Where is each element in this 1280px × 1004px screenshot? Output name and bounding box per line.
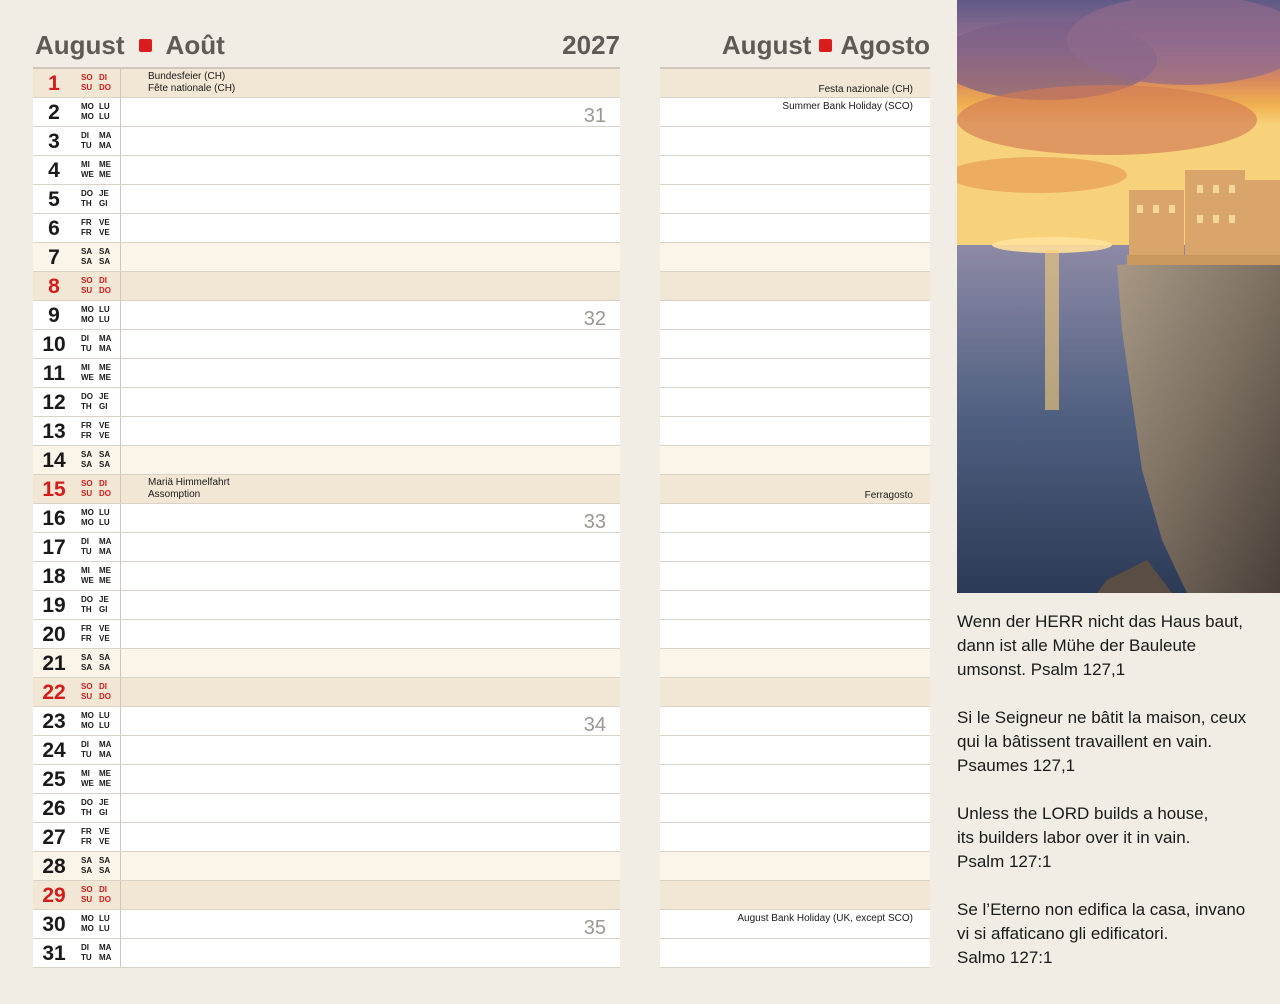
- column-divider: [120, 707, 121, 735]
- day-row-right[interactable]: [660, 910, 930, 939]
- weekday-abbr: VE VE: [99, 827, 110, 846]
- day-number: 4: [48, 159, 60, 182]
- day-row[interactable]: [33, 881, 620, 910]
- weekday-abbr: MI WE: [81, 566, 94, 585]
- weekday-abbr: JE GI: [99, 798, 109, 817]
- weekday-abbr: JE GI: [99, 189, 109, 208]
- day-row[interactable]: [33, 388, 620, 417]
- day-number: 22: [42, 681, 66, 704]
- day-row-right[interactable]: [660, 707, 930, 736]
- day-row-right[interactable]: [660, 852, 930, 881]
- psalm-quote: Si le Seigneur ne bâtit la maison, ceux qui la bâtissent travaillent en vain. Psaumes 127,1: [957, 708, 1247, 775]
- weekday-abbr: DI DO: [99, 479, 111, 498]
- red-square-icon: [139, 39, 152, 52]
- day-row-right[interactable]: [660, 98, 930, 127]
- day-row[interactable]: [33, 272, 620, 301]
- day-row[interactable]: [33, 475, 620, 504]
- column-divider: [120, 504, 121, 532]
- day-row-right[interactable]: [660, 678, 930, 707]
- day-row-right[interactable]: [660, 330, 930, 359]
- weekday-abbr: VE VE: [99, 624, 110, 643]
- day-number: 12: [42, 391, 66, 414]
- day-row[interactable]: [33, 243, 620, 272]
- weekday-abbr: ME ME: [99, 566, 111, 585]
- day-number: 5: [48, 188, 60, 211]
- column-divider: [120, 765, 121, 793]
- day-number: 24: [42, 739, 66, 762]
- weekday-abbr: LU LU: [99, 305, 110, 324]
- day-row[interactable]: [33, 359, 620, 388]
- column-divider: [120, 330, 121, 358]
- holiday-note-right: August Bank Holiday (UK, except SCO): [737, 913, 913, 924]
- day-number: 20: [42, 623, 66, 646]
- day-number: 17: [42, 536, 66, 559]
- day-row-right[interactable]: [660, 562, 930, 591]
- day-number: 28: [42, 855, 66, 878]
- day-number: 11: [42, 362, 66, 385]
- column-divider: [120, 910, 121, 938]
- day-number: 30: [42, 913, 66, 936]
- day-number: 23: [42, 710, 66, 733]
- weekday-abbr: ME ME: [99, 363, 111, 382]
- day-number: 6: [48, 217, 60, 240]
- day-row-right[interactable]: [660, 69, 930, 98]
- column-divider: [120, 388, 121, 416]
- day-row[interactable]: [33, 185, 620, 214]
- weekday-abbr: MI WE: [81, 160, 94, 179]
- red-square-icon: [819, 39, 832, 52]
- holiday-note-right: Summer Bank Holiday (SCO): [782, 101, 913, 112]
- weekday-abbr: DO TH: [81, 189, 93, 208]
- day-number: 1: [48, 72, 60, 95]
- week-number: 31: [583, 105, 606, 127]
- weekday-abbr: LU LU: [99, 508, 110, 527]
- column-divider: [120, 823, 121, 851]
- weekday-abbr: MA MA: [99, 943, 112, 962]
- day-number: 25: [42, 768, 66, 791]
- day-row-right[interactable]: [660, 272, 930, 301]
- day-row-right[interactable]: [660, 533, 930, 562]
- day-number: 31: [42, 942, 66, 965]
- day-row-right[interactable]: [660, 127, 930, 156]
- day-row-right[interactable]: [660, 417, 930, 446]
- weekday-abbr: MA MA: [99, 334, 112, 353]
- day-row-right[interactable]: [660, 939, 930, 968]
- day-row[interactable]: [33, 707, 620, 736]
- header-left: [35, 28, 225, 62]
- header-right: [660, 28, 930, 62]
- day-row[interactable]: [33, 156, 620, 185]
- column-divider: [120, 301, 121, 329]
- column-divider: [120, 852, 121, 880]
- weekday-abbr: DI DO: [99, 885, 111, 904]
- day-row[interactable]: [33, 69, 620, 98]
- weekday-abbr: MO MO: [81, 102, 94, 121]
- psalm-quote: Unless the LORD builds a house, its builders labor over it in vain. Psalm 127:1: [957, 804, 1209, 871]
- column-divider: [120, 736, 121, 764]
- year-title: 2027: [562, 29, 620, 60]
- day-number: 14: [42, 449, 66, 472]
- day-number: 21: [42, 652, 66, 675]
- holiday-note-right: Ferragosto: [864, 490, 913, 501]
- day-row-right[interactable]: [660, 765, 930, 794]
- day-number: 9: [48, 304, 60, 327]
- weekday-abbr: LU LU: [99, 711, 110, 730]
- day-number: 19: [42, 594, 66, 617]
- day-row[interactable]: [33, 591, 620, 620]
- weekday-abbr: MI WE: [81, 769, 94, 788]
- calendar-left-grid: [33, 67, 620, 968]
- week-number: 32: [583, 308, 606, 330]
- day-row-right[interactable]: [660, 591, 930, 620]
- psalm-quote: Se l’Eterno non edifica la casa, invano vi si affaticano gli edificatori. Salmo 127:1: [957, 900, 1246, 967]
- day-row[interactable]: [33, 649, 620, 678]
- day-row-right[interactable]: [660, 620, 930, 649]
- weekday-abbr: MO MO: [81, 305, 94, 324]
- weekday-abbr: MA MA: [99, 740, 112, 759]
- day-row-right[interactable]: [660, 504, 930, 533]
- weekday-abbr: DI TU: [81, 131, 92, 150]
- holiday-note: Mariä Himmelfahrt Assomption: [148, 477, 230, 500]
- calendar-right-grid: [660, 67, 930, 968]
- day-row[interactable]: [33, 939, 620, 968]
- weekday-abbr: DI DO: [99, 276, 111, 295]
- day-row-right[interactable]: [660, 794, 930, 823]
- weekday-abbr: SO SU: [81, 885, 93, 904]
- day-row[interactable]: [33, 852, 620, 881]
- column-divider: [120, 214, 121, 242]
- day-number: 29: [42, 884, 66, 907]
- column-divider: [120, 185, 121, 213]
- weekday-abbr: DO TH: [81, 798, 93, 817]
- day-row-right[interactable]: [660, 736, 930, 765]
- weekday-abbr: MO MO: [81, 914, 94, 933]
- weekday-abbr: SA SA: [99, 856, 111, 875]
- weekday-abbr: SA SA: [99, 450, 111, 469]
- day-row[interactable]: [33, 533, 620, 562]
- weekday-abbr: DI DO: [99, 73, 111, 92]
- weekday-abbr: MA MA: [99, 131, 112, 150]
- day-row-right[interactable]: [660, 388, 930, 417]
- day-number: 15: [42, 478, 66, 501]
- weekday-abbr: DI DO: [99, 682, 111, 701]
- weekday-abbr: SO SU: [81, 682, 93, 701]
- day-row-right[interactable]: [660, 475, 930, 504]
- weekday-abbr: FR FR: [81, 421, 92, 440]
- month-title-fr: Août: [165, 29, 225, 60]
- psalm-quotes: [957, 610, 1267, 994]
- column-divider: [120, 156, 121, 184]
- weekday-abbr: SO SU: [81, 73, 93, 92]
- day-row-right[interactable]: [660, 881, 930, 910]
- month-title-en: August: [721, 29, 812, 60]
- column-divider: [120, 475, 121, 503]
- column-divider: [120, 620, 121, 648]
- weekday-abbr: SA SA: [99, 247, 111, 266]
- weekday-abbr: DO TH: [81, 595, 93, 614]
- weekday-abbr: MO MO: [81, 508, 94, 527]
- day-row[interactable]: [33, 98, 620, 127]
- day-row-right[interactable]: [660, 823, 930, 852]
- column-divider: [120, 446, 121, 474]
- sunset-cliff-photo: [957, 0, 1280, 593]
- day-row-right[interactable]: [660, 156, 930, 185]
- weekday-abbr: DI TU: [81, 943, 92, 962]
- day-row-right[interactable]: [660, 243, 930, 272]
- week-number: 35: [583, 917, 606, 939]
- weekday-abbr: VE VE: [99, 421, 110, 440]
- weekday-abbr: JE GI: [99, 392, 109, 411]
- month-title-it: Agosto: [840, 29, 930, 60]
- weekday-abbr: DO TH: [81, 392, 93, 411]
- day-row[interactable]: [33, 736, 620, 765]
- column-divider: [120, 127, 121, 155]
- day-row[interactable]: [33, 562, 620, 591]
- day-number: 10: [42, 333, 66, 356]
- column-divider: [120, 69, 121, 97]
- day-row[interactable]: [33, 446, 620, 475]
- day-row[interactable]: [33, 910, 620, 939]
- psalm-quote: Wenn der HERR nicht das Haus baut, dann ist alle Mühe der Bauleute umsonst. Psalm 127,1: [957, 612, 1243, 679]
- day-number: 3: [48, 130, 60, 153]
- weekday-abbr: SA SA: [99, 653, 111, 672]
- day-number: 16: [42, 507, 66, 530]
- column-divider: [120, 591, 121, 619]
- weekday-abbr: FR FR: [81, 218, 92, 237]
- day-row-right[interactable]: [660, 446, 930, 475]
- weekday-abbr: LU LU: [99, 914, 110, 933]
- day-row[interactable]: [33, 301, 620, 330]
- weekday-abbr: SA SA: [81, 653, 93, 672]
- day-row-right[interactable]: [660, 359, 930, 388]
- day-row[interactable]: [33, 504, 620, 533]
- day-row-right[interactable]: [660, 301, 930, 330]
- day-row[interactable]: [33, 417, 620, 446]
- day-row[interactable]: [33, 620, 620, 649]
- day-row-right[interactable]: [660, 185, 930, 214]
- day-row-right[interactable]: [660, 649, 930, 678]
- weekday-abbr: SO SU: [81, 479, 93, 498]
- column-divider: [120, 794, 121, 822]
- column-divider: [120, 562, 121, 590]
- column-divider: [120, 939, 121, 967]
- day-number: 26: [42, 797, 66, 820]
- week-number: 33: [583, 511, 606, 533]
- day-row-right[interactable]: [660, 214, 930, 243]
- weekday-abbr: MI WE: [81, 363, 94, 382]
- day-row[interactable]: [33, 823, 620, 852]
- column-divider: [120, 678, 121, 706]
- weekday-abbr: DI TU: [81, 537, 92, 556]
- weekday-abbr: FR FR: [81, 827, 92, 846]
- day-number: 18: [42, 565, 66, 588]
- weekday-abbr: DI TU: [81, 740, 92, 759]
- day-row[interactable]: [33, 765, 620, 794]
- weekday-abbr: JE GI: [99, 595, 109, 614]
- day-row[interactable]: [33, 330, 620, 359]
- weekday-abbr: SO SU: [81, 276, 93, 295]
- weekday-abbr: FR FR: [81, 624, 92, 643]
- holiday-note: Bundesfeier (CH) Fête nationale (CH): [148, 71, 236, 94]
- weekday-abbr: ME ME: [99, 160, 111, 179]
- weekday-abbr: LU LU: [99, 102, 110, 121]
- column-divider: [120, 881, 121, 909]
- column-divider: [120, 243, 121, 271]
- day-row[interactable]: [33, 127, 620, 156]
- weekday-abbr: SA SA: [81, 856, 93, 875]
- day-row[interactable]: [33, 678, 620, 707]
- day-row[interactable]: [33, 214, 620, 243]
- column-divider: [120, 272, 121, 300]
- day-number: 2: [48, 101, 60, 124]
- weekday-abbr: ME ME: [99, 769, 111, 788]
- weekday-abbr: SA SA: [81, 450, 93, 469]
- month-title-de: August: [35, 29, 125, 60]
- column-divider: [120, 533, 121, 561]
- column-divider: [120, 98, 121, 126]
- column-divider: [120, 417, 121, 445]
- day-number: 27: [42, 826, 66, 849]
- weekday-abbr: MA MA: [99, 537, 112, 556]
- weekday-abbr: MO MO: [81, 711, 94, 730]
- week-number: 34: [583, 714, 606, 736]
- weekday-abbr: SA SA: [81, 247, 93, 266]
- holiday-note-right: Festa nazionale (CH): [818, 84, 913, 95]
- column-divider: [120, 359, 121, 387]
- weekday-abbr: VE VE: [99, 218, 110, 237]
- column-divider: [120, 649, 121, 677]
- day-number: 13: [42, 420, 66, 443]
- weekday-abbr: DI TU: [81, 334, 92, 353]
- day-number: 8: [48, 275, 60, 298]
- day-row[interactable]: [33, 794, 620, 823]
- day-number: 7: [48, 246, 60, 269]
